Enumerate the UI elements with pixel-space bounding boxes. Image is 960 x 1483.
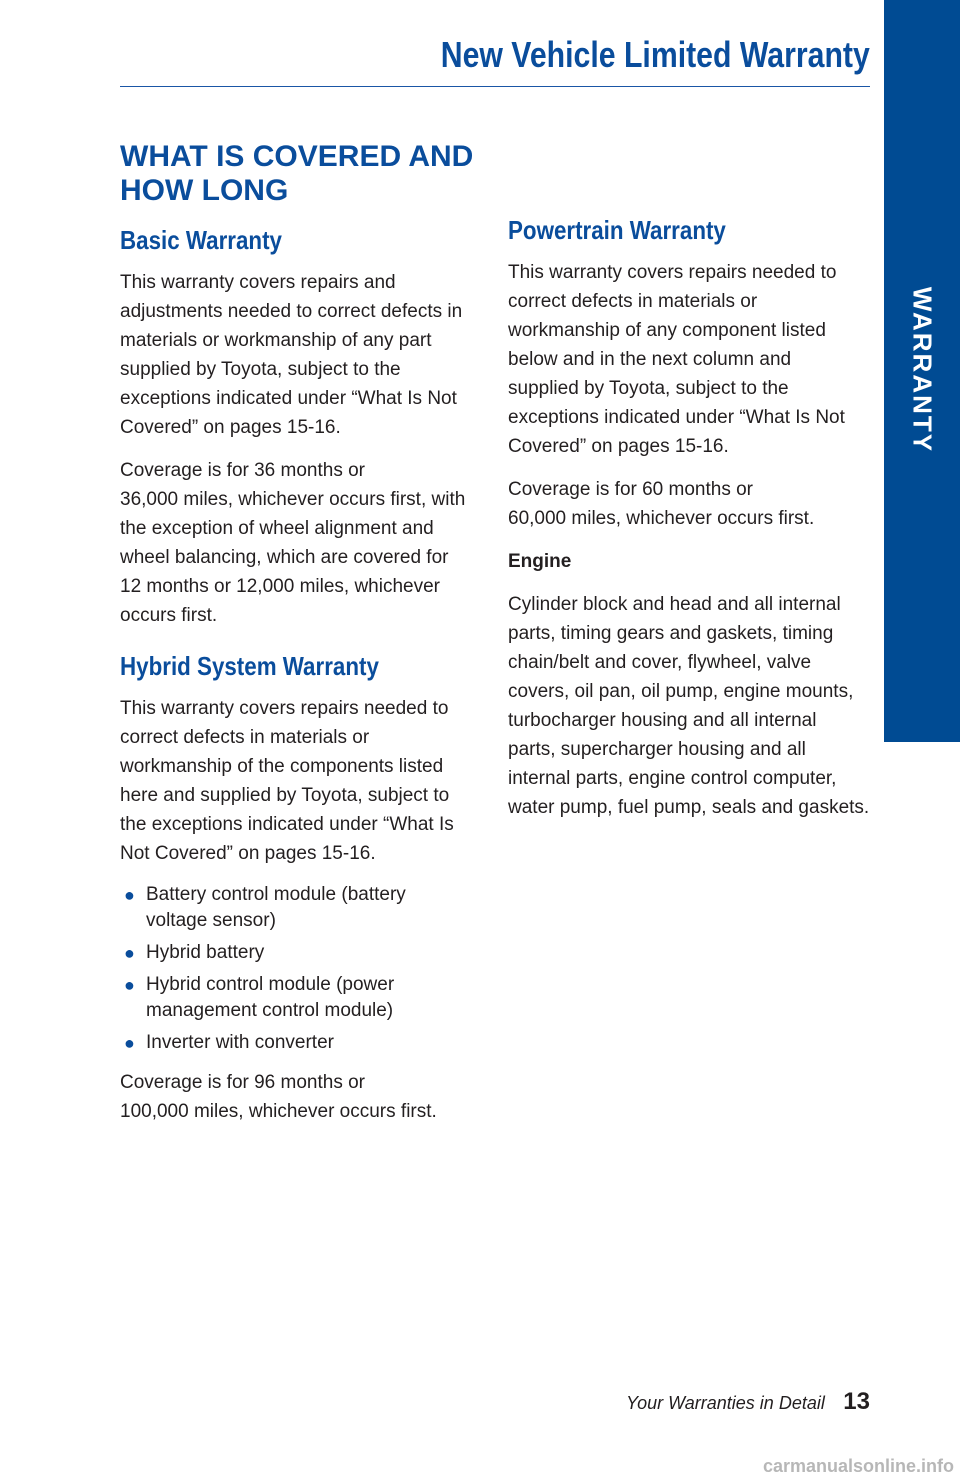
bullet-icon: ● xyxy=(124,1033,135,1053)
hybrid-warranty-coverage: Coverage is for 96 months or 100,000 miles, whichever occurs first. xyxy=(120,1072,437,1122)
list-item: ● Hybrid battery xyxy=(120,940,480,966)
section-tab-label: WARRANTY xyxy=(907,286,938,454)
page-title: New Vehicle Limited Warranty xyxy=(440,34,870,75)
engine-components: Cylinder block and head and all internal parts, timing gears and gaskets, timing chain/belt and cover, flywheel, valve covers, oil pan, oil pump, engine mounts, turbocharger housing and all internal parts, supercharger housing and all internal parts, engine control computer, water pump, fuel pump, seals and gaskets. xyxy=(508,594,870,818)
hybrid-components-list xyxy=(120,882,480,1056)
left-column xyxy=(120,140,480,1140)
section-tab xyxy=(884,0,960,742)
page-number: 13 xyxy=(843,1388,870,1415)
page-header xyxy=(120,30,870,87)
basic-warranty-title: Basic Warranty xyxy=(120,225,282,255)
footer-caption: Your Warranties in Detail xyxy=(626,1393,825,1413)
bullet-icon: ● xyxy=(124,975,135,995)
hybrid-warranty-title: Hybrid System Warranty xyxy=(120,651,379,681)
list-item: ● Hybrid control module (power management control module) xyxy=(124,974,395,1021)
list-item: ● Inverter with converter xyxy=(120,1030,480,1056)
bullet-icon: ● xyxy=(124,885,135,905)
basic-warranty-description: This warranty covers repairs and adjustments needed to correct defects in materials or workmanship of any part supplied by Toyota, subject to the exceptions indicated under “What Is Not Covered” on pages 15-16. xyxy=(120,272,463,438)
powertrain-warranty-description: This warranty covers repairs needed to correct defects in materials or workmanship of any component listed below and in the next column and supplied by Toyota, subject to the exceptions indicated under “What Is Not Covered” on pages 15-16. xyxy=(508,262,845,457)
engine-label: Engine xyxy=(508,551,572,572)
bullet-icon: ● xyxy=(124,943,135,963)
powertrain-warranty-title: Powertrain Warranty xyxy=(508,215,726,245)
section-heading: WHAT IS COVERED AND HOW LONG xyxy=(120,140,474,207)
list-item: ● Battery control module (battery voltage sensor) xyxy=(124,884,406,931)
powertrain-warranty-coverage: Coverage is for 60 months or 60,000 miles, whichever occurs first. xyxy=(508,479,815,529)
hybrid-warranty-description: This warranty covers repairs needed to correct defects in materials or workmanship of the components listed here and supplied by Toyota, subject to the exceptions indicated under “What Is Not Covered” on pages 15-16. xyxy=(120,698,454,864)
right-column xyxy=(508,212,870,836)
basic-warranty-coverage: Coverage is for 36 months or 36,000 miles, whichever occurs first, with the exception of wheel alignment and wheel balancing, which are covered for 12 months or 12,000 miles, whichever occurs first. xyxy=(120,460,466,626)
page-footer xyxy=(626,1388,870,1416)
watermark: carmanualsonline.info xyxy=(762,1456,954,1476)
